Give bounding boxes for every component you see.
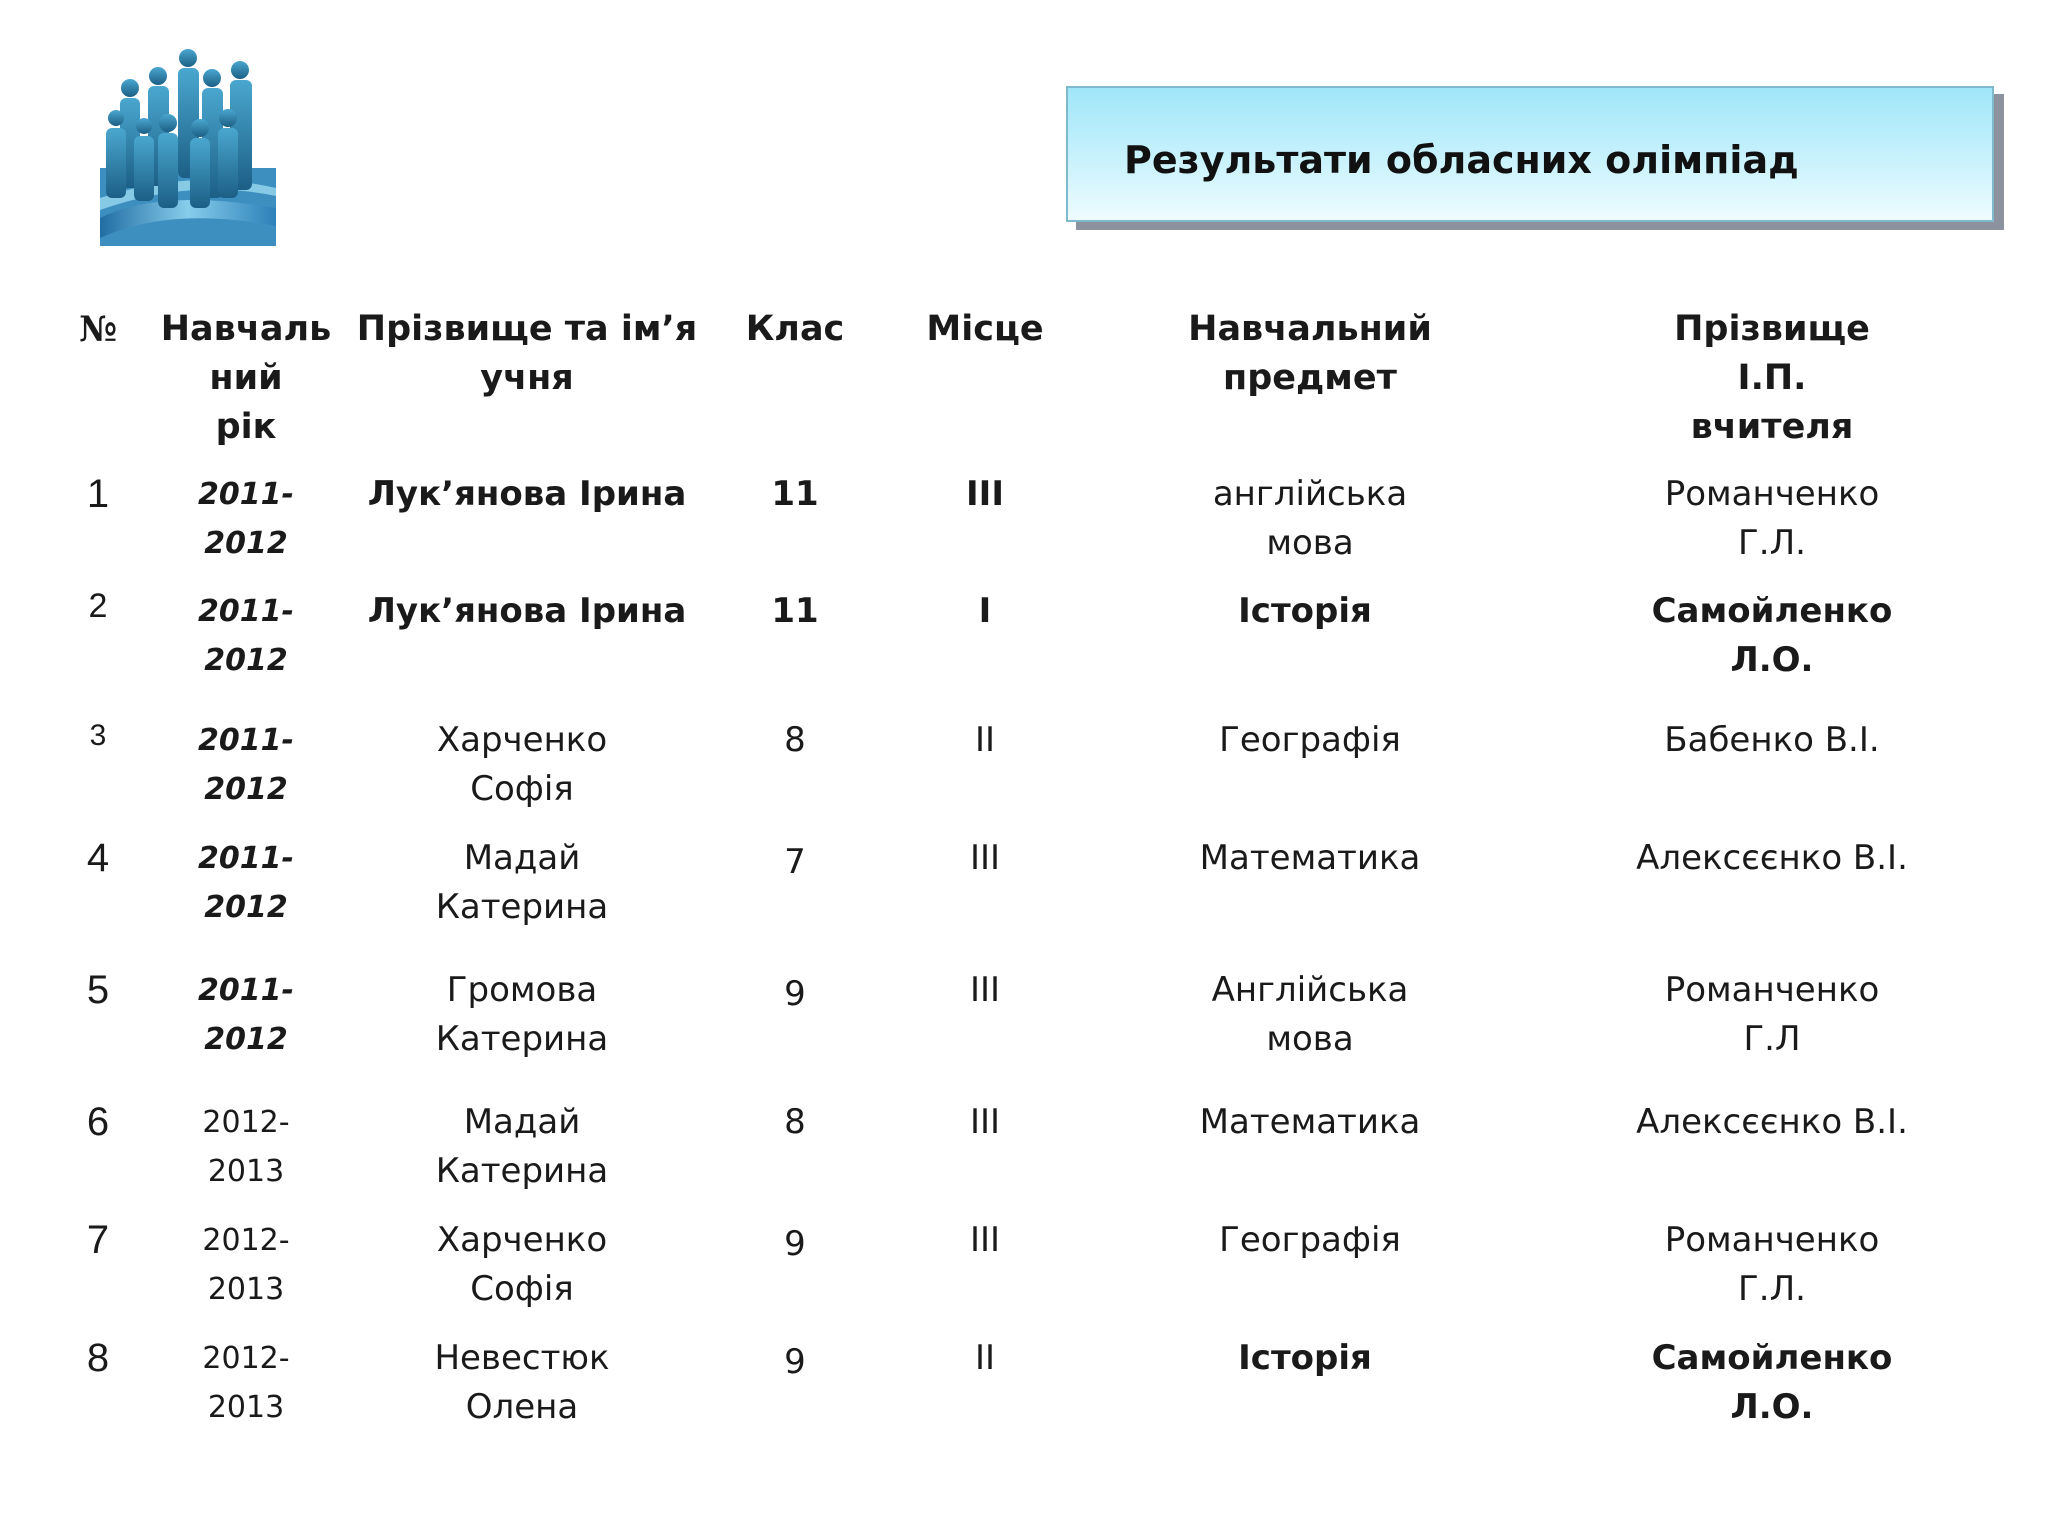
people-group-logo-icon <box>100 48 276 246</box>
row-subject: Математика <box>1199 1102 1421 1142</box>
row-teacher: Романченко Г.Л. <box>1664 474 1880 563</box>
row-student-name: Лук’янова Ірина <box>367 591 687 631</box>
row-student-name: Лук’янова Ірина <box>367 474 687 514</box>
row-number: 7 <box>86 1218 110 1262</box>
row-grade: 7 <box>784 842 806 882</box>
row-grade: 9 <box>784 1342 806 1382</box>
row-teacher: Алексєєнко В.І. <box>1636 838 1908 878</box>
row-teacher: Самойленко Л.О. <box>1651 591 1893 680</box>
row-year: 2012- 2013 <box>202 1341 290 1425</box>
row-grade: 8 <box>784 720 806 760</box>
row-year: 2011- 2012 <box>198 841 294 925</box>
header-teacher: Прізвище І.П. вчителя <box>1674 309 1870 447</box>
row-place: II <box>974 1338 996 1378</box>
row-year: 2011- 2012 <box>198 477 294 561</box>
row-subject: Географія <box>1219 720 1401 760</box>
title-banner <box>1066 86 1994 222</box>
row-place: III <box>969 970 1001 1010</box>
row-grade: 11 <box>771 474 819 514</box>
row-place: III <box>969 838 1001 878</box>
row-teacher: Романченко Г.Л <box>1664 970 1880 1059</box>
row-number: 5 <box>86 968 110 1012</box>
row-number: 8 <box>86 1336 110 1380</box>
row-subject: англійська мова <box>1212 474 1408 563</box>
row-subject: Англійська мова <box>1211 970 1409 1059</box>
row-number: 2 <box>88 587 108 625</box>
row-place: III <box>969 1220 1001 1260</box>
row-grade: 9 <box>784 1224 806 1264</box>
row-year: 2011- 2012 <box>198 723 294 807</box>
row-grade: 8 <box>784 1102 806 1142</box>
row-student-name: Невестюк Олена <box>434 1338 610 1427</box>
header-place: Місце <box>926 309 1044 349</box>
row-year: 2012- 2013 <box>202 1105 290 1189</box>
row-number: 3 <box>89 719 107 752</box>
row-grade: 9 <box>784 974 806 1014</box>
row-year: 2011- 2012 <box>198 594 294 678</box>
row-subject: Географія <box>1219 1220 1401 1260</box>
row-subject: Історія <box>1238 1338 1372 1378</box>
row-place: III <box>969 1102 1001 1142</box>
row-teacher: Бабенко В.І. <box>1664 720 1880 760</box>
row-year: 2011- 2012 <box>198 973 294 1057</box>
header-number: № <box>78 309 118 350</box>
row-number: 4 <box>86 836 110 880</box>
row-subject: Математика <box>1199 838 1421 878</box>
row-teacher: Романченко Г.Л. <box>1664 1220 1880 1309</box>
row-student-name: Громова Катерина <box>435 970 609 1059</box>
page-title: Результати обласних олімпіад <box>1124 138 1799 182</box>
row-year: 2012- 2013 <box>202 1223 290 1307</box>
row-teacher: Алексєєнко В.І. <box>1636 1102 1908 1142</box>
row-number: 6 <box>86 1100 110 1144</box>
row-place: I <box>978 591 992 631</box>
header-student-name: Прізвище та ім’я учня <box>356 309 698 398</box>
row-student-name: Харченко Софія <box>436 720 608 809</box>
row-grade: 11 <box>771 591 819 631</box>
row-student-name: Мадай Катерина <box>435 1102 609 1191</box>
row-number: 1 <box>86 472 110 516</box>
row-place: II <box>974 720 996 760</box>
row-student-name: Мадай Катерина <box>435 838 609 927</box>
header-year: Навчаль ний рік <box>160 309 332 447</box>
header-grade: Клас <box>745 309 845 349</box>
row-subject: Історія <box>1238 591 1372 631</box>
row-student-name: Харченко Софія <box>436 1220 608 1309</box>
header-subject: Навчальний предмет <box>1188 309 1432 398</box>
row-place: III <box>966 474 1004 514</box>
row-teacher: Самойленко Л.О. <box>1651 1338 1893 1427</box>
